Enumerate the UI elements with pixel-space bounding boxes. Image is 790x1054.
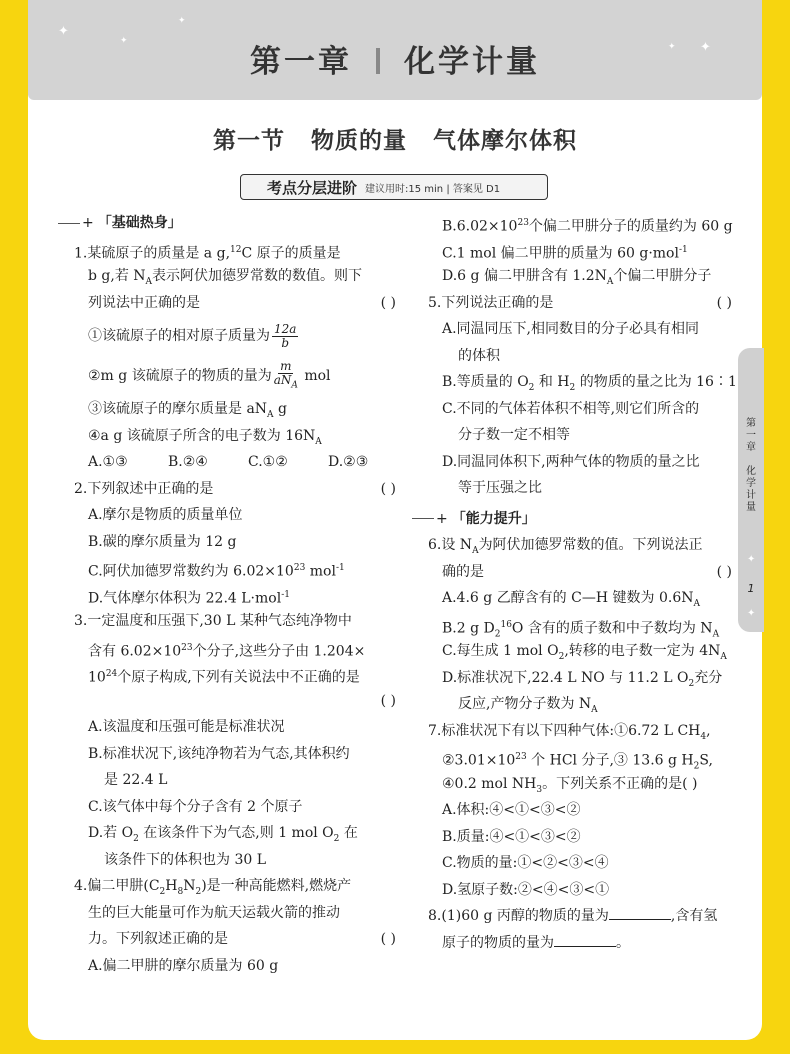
q1-line: b g,若 $N_A$表示阿伏加德罗常数的数值。则下 (88, 268, 363, 287)
answer-blank[interactable] (609, 919, 671, 920)
q2-option-b: B.碳的摩尔质量为 12 g (88, 533, 237, 550)
q7-line: ④0.2 mol $NH_3$。下列关系不正确的是( ) (442, 775, 698, 795)
question-2 (58, 476, 408, 609)
right-column (412, 210, 744, 956)
side-tab-label: 第 一 章 化 学 计 量 (746, 418, 756, 513)
q6-line: 6.设 $N_A$为阿伏加德罗常数的值。下列说法正 (428, 537, 703, 556)
q6-option-d-cont: 反应,产物分子数为 $N_A$ (458, 696, 598, 715)
q5-option-b: B.等质量的 $O_2$ 和 $H_2$ 的物质的量之比为 16∶1 (442, 374, 737, 393)
q1-line: 列说法中正确的是 ( ) (88, 294, 396, 311)
progress-label: 考点分层进阶 (267, 178, 358, 197)
q3-line: 3.一定温度和压强下,30 L 某种气态纯净物中 (74, 613, 352, 629)
q4-line: 生的巨大能量可作为航天运载火箭的推动 (88, 904, 340, 921)
q5-option-d-cont: 等于压强之比 (458, 480, 542, 496)
title-divider (376, 48, 380, 74)
question-3 (58, 608, 408, 873)
q7-option-b: B.质量:④<①<③<② (442, 828, 581, 845)
question-4 (58, 873, 408, 979)
q3-option-d-cont: 该条件下的体积也为 30 L (104, 851, 267, 868)
q5-option-d: D.同温同体积下,两种气体的物质的量之比 (442, 453, 700, 470)
q6-option-c: C.每生成 1 mol $O_2$,转移的电子数一定为 $4N_A$ (442, 643, 727, 662)
answer-blank[interactable] (554, 946, 616, 947)
q5-stem: 5.下列说法正确的是 ( ) (428, 294, 732, 311)
q3-option-d: D.若 $O_2$ 在该条件下为气态,则 1 mol $O_2$ 在 (88, 825, 358, 844)
q7-option-c: C.物质的量:①<②<③<④ (442, 855, 609, 871)
q1-choices: A.①③ B.②④ C.①② D.②③ (88, 454, 369, 470)
q3-option-b-cont: 是 22.4 L (104, 772, 168, 788)
page-number: 1 (747, 582, 755, 595)
q8-line: 8.(1)60 g 丙醇的物质的量为 ,含有氢 (428, 908, 718, 924)
chapter-label: 第一章 (250, 44, 352, 80)
page (28, 0, 762, 1040)
q6-option-b: B.2 g $D_2^{16}O$ 含有的质子数和中子数均为 $N_A$ (442, 619, 720, 639)
chapter-name: 化学计量 (404, 44, 540, 80)
q6-line: 确的是 ( ) (442, 563, 732, 580)
q2-stem: 2.下列叙述中正确的是 ( ) (74, 480, 396, 497)
q8-line: 原子的物质的量为 。 (442, 934, 630, 951)
section-topic-2: 气体摩尔体积 (433, 128, 577, 154)
q1-option-4: ④a g 该硫原子所含的电子数为 $16N_A$ (88, 427, 322, 447)
question-1 (58, 237, 408, 476)
q5-option-a: A.同温同压下,相同数目的分子必具有相同 (442, 321, 700, 337)
q3-option-c: C.该气体中每个分子含有 2 个原子 (88, 798, 303, 815)
q3-option-b: B.标准状况下,该纯净物若为气态,其体积约 (88, 745, 350, 762)
star-icon: ✦ (700, 40, 711, 55)
star-icon: ✦ (668, 42, 676, 52)
q1-line: 1.某硫原子的质量是 a g,$^{12}$C 原子的质量是 (74, 244, 341, 262)
q5-option-a-cont: 的体积 (458, 347, 500, 364)
section-title (28, 122, 762, 155)
q4-option-a: A.偏二甲肼的摩尔质量为 60 g (88, 957, 279, 974)
progress-info: 建议用时:15 min | 答案见 D1 (365, 183, 501, 195)
chapter-banner (28, 0, 762, 100)
q4-option-b: $B.6.02\times 10^{23}$个偏二甲肼分子的质量约为 60 g (442, 218, 733, 235)
q4-line: 力。下列叙述正确的是 ( ) (88, 931, 396, 947)
q5-option-c-cont: 分子数一定不相等 (458, 427, 570, 443)
left-column (58, 210, 408, 979)
section-header-basic: + 「基础热身」 (58, 210, 408, 237)
q1-option-3: ③该硫原子的摩尔质量是 $aN_A$ g (88, 401, 287, 420)
star-icon: ✦ (120, 36, 128, 46)
progress-box (240, 174, 548, 200)
question-7 (412, 718, 744, 904)
q7-option-a: A.体积:④<①<③<② (442, 802, 581, 818)
q3-line: $10^{24}$个原子构成,下列有关说法中不正确的是 (88, 669, 360, 686)
q1-option-2: ②m g 该硫原子的物质的量为 $\frac{m}{aN_A}$ mol (88, 358, 331, 391)
q7-line: $②3.01\times 10^{23}$ 个 HCl 分子,③ 13.6 g $H_2S$, (442, 752, 713, 772)
section-number: 第一节 (213, 128, 285, 154)
q6-option-d: D.标准状况下,22.4 L NO 与 11.2 L $O_2$充分 (442, 669, 723, 689)
q3-paren: ( ) (380, 692, 396, 709)
q7-line: 7.标准状况下有以下四种气体:①6.72 L $CH_4$, (428, 722, 711, 742)
q3-option-a: A.该温度和压强可能是标准状况 (88, 719, 285, 735)
q6-option-a: A.4.6 g 乙醇含有的 C—H 键数为 $0.6N_A$ (442, 590, 700, 609)
star-icon: ✦ (178, 16, 186, 26)
chapter-side-tab (738, 348, 764, 632)
star-icon: ✦ (58, 24, 69, 39)
q1-option-1: ①该硫原子的相对原子质量为 $\frac{12a}{b}$ (88, 321, 297, 350)
question-6 (412, 532, 744, 718)
section-topic-1: 物质的量 (311, 128, 407, 154)
q2-option-d: D.气体摩尔体积为 22.4 L·mol$^{-1}$ (88, 589, 290, 607)
q3-line: 含有 $6.02\times 10^{23}$个分子,这些分子由 1.204× (88, 642, 366, 660)
section-header-advanced: + 「能力提升」 (412, 506, 744, 533)
star-icon: ✦ (747, 608, 756, 619)
question-8 (412, 903, 744, 956)
q2-option-c: C.阿伏加德罗常数约为 $6.02\times 10^{23}$ mol$^{-1}$ (88, 563, 345, 580)
chapter-title (28, 36, 762, 81)
q7-option-d: D.氢原子数:②<④<③<① (442, 881, 610, 898)
q5-option-c: C.不同的气体若体积不相等,则它们所含的 (442, 400, 700, 417)
question-5 (412, 290, 744, 502)
q4-line: 4.偏二甲肼$(C_2H_8N_2)$是一种高能燃料,燃烧产 (74, 878, 352, 897)
star-icon: ✦ (747, 554, 756, 565)
q4-option-d: D.6 g 偏二甲肼含有 $1.2N_A$个偏二甲肼分子 (442, 268, 712, 287)
q2-option-a: A.摩尔是物质的质量单位 (88, 507, 243, 523)
q4-option-c: C.1 mol 偏二甲肼的质量为 60 g·mol$^{-1}$ (442, 244, 688, 262)
